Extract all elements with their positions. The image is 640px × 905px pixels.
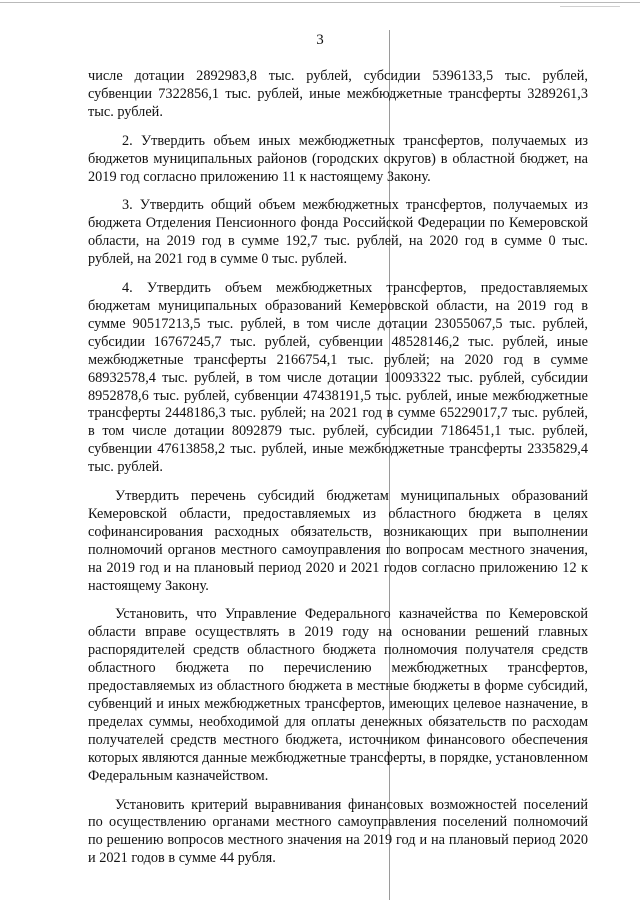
scan-edge-line — [0, 2, 640, 3]
paragraph-continuation: числе дотации 2892983,8 тыс. рублей, субсидии 5396133,5 тыс. рублей, субвенции 7322856,1 тыс. рублей, иные межбюджетные трансферты 3289261,3 тыс. рублей. — [88, 68, 588, 120]
paragraph-item-4: 4. Утвердить объем межбюджетных трансфертов, предоставляемых бюджетам муниципальных образований Кемеровской области, на 2019 год в сумме 90517213,5 тыс. рублей, в том числе дотации 23055067,5 тыс. рублей, субсидии 16767245,7 тыс. рублей, субвенции 48528146,2 тыс. рублей, иные межбюджетные трансферты 2166754,1 тыс. рублей; на 2020 год в сумме 68932578,4 тыс. рублей, в том числе дотации 10093322 тыс. рублей, субсидии 8952878,6 тыс. рублей, субвенции 47438191,5 тыс. рублей, иные межбюджетные трансферты 2448186,3 тыс. рублей; на 2021 год в сумме 65229017,7 тыс. рублей, в том числе дотации 8092879 тыс. рублей, субсидии 7186451,1 тыс. рублей, субвенции 47613858,2 тыс. рублей, иные межбюджетные трансферты 2335829,4 тыс. рублей. — [88, 280, 588, 476]
paragraph-item-2: 2. Утвердить объем иных межбюджетных трансфертов, получаемых из бюджетов муниципальных районов (городских округов) в областной бюджет, на 2019 год согласно приложению 11 к настоящему Закону. — [88, 132, 588, 185]
page-number: 3 — [316, 32, 324, 48]
paragraph-item-3: 3. Утвердить общий объем межбюджетных трансфертов, получаемых из бюджета Отделения Пенсионного фонда Российской Федерации по Кемеровской области, на 2019 год в сумме 192,7 тыс. рублей, на 2020 год в сумме 0 тыс. рублей, на 2021 год в сумме 0 тыс. рублей. — [88, 197, 588, 268]
paragraph-treasury: Установить, что Управление Федерального казначейства по Кемеровской области вправе осуществлять в 2019 году на основании решений главных распорядителей средств областного бюджета полномочия получателя средств областного бюджета по перечислению межбюджетных трансфертов, предоставляемых из областного бюджета в местные бюджеты в форме субсидий, субвенций и иных межбюджетных трансфертов, имеющих целевое назначение, в пределах суммы, необходимой для оплаты денежных обязательств по расходам получателей средств местного бюджета, источником финансового обеспечения которых являются данные межбюджетные трансферты, в порядке, установленном Федеральным казначейством. — [88, 606, 588, 784]
document-body — [88, 68, 588, 879]
paragraph-subsidies-list: Утвердить перечень субсидий бюджетам муниципальных образований Кемеровской области, предоставляемых из областного бюджета в целях софинансирования расходных обязательств, возникающих при выполнении полномочий органов местного самоуправления по вопросам местного значения, на 2019 год и на плановый период 2020 и 2021 годов согласно приложению 12 к настоящему Закону. — [88, 488, 588, 594]
scan-edge-line — [560, 6, 620, 7]
paragraph-equalization-criterion: Установить критерий выравнивания финансовых возможностей поселений по осуществлению органами местного самоуправления поселений полномочий по решению вопросов местного значения на 2019 год и на плановый период 2020 и 2021 годов в сумме 44 рубля. — [88, 796, 588, 867]
